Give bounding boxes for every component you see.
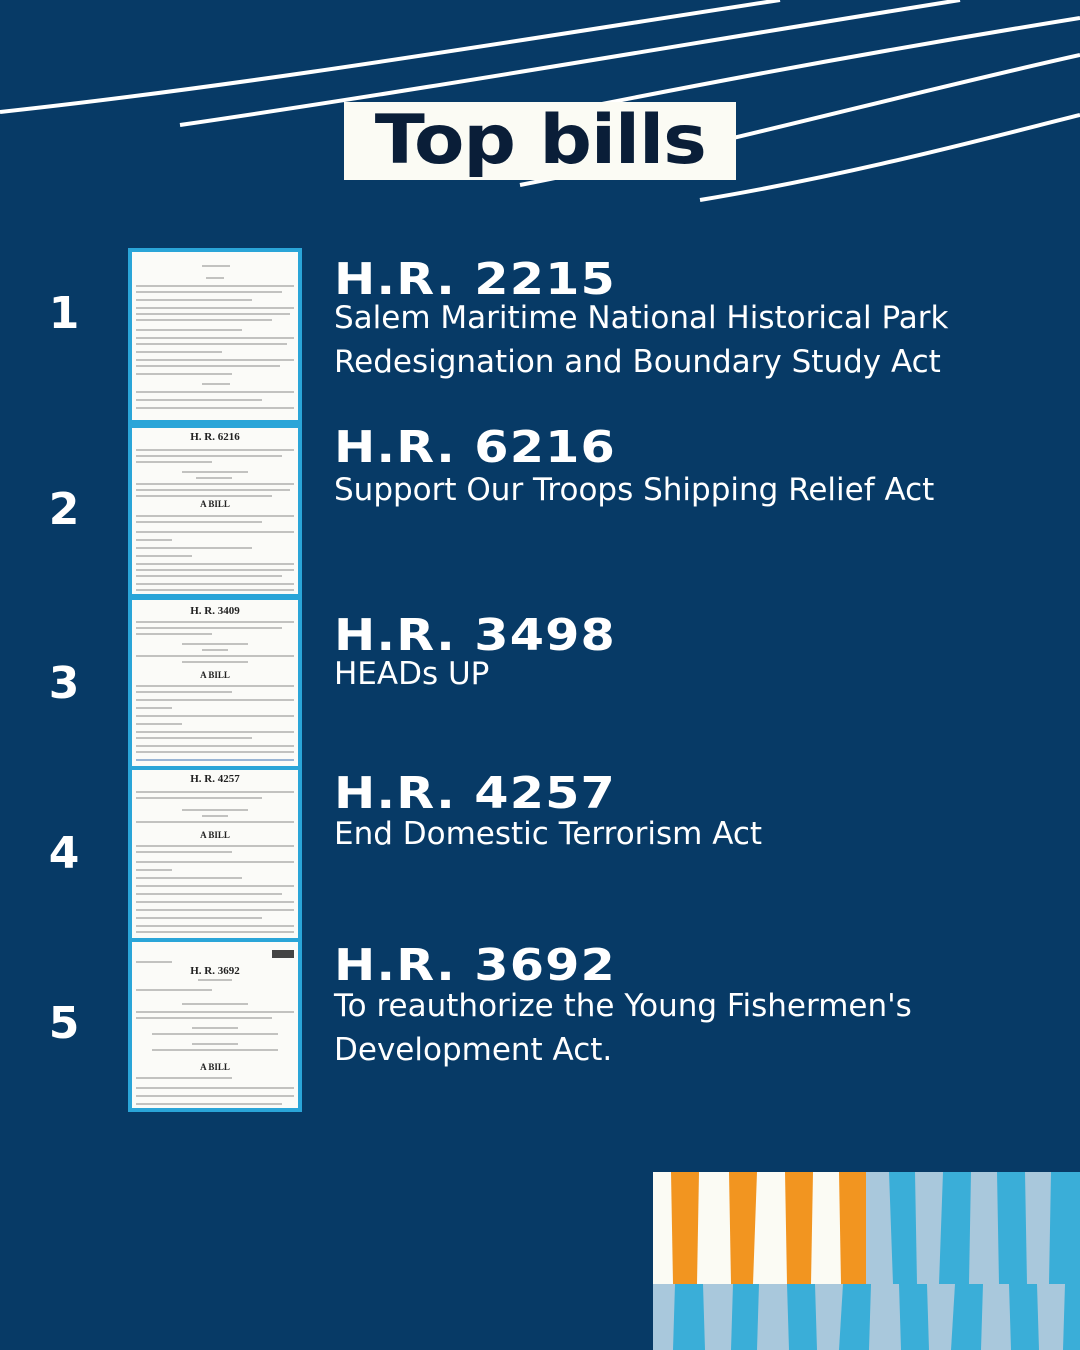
thumbnail-heading: H. R. 3409 (190, 605, 240, 617)
bill-title: To reauthorize the Young Fishermen's Development Act. (334, 988, 912, 1068)
rank-number: 1 (48, 288, 80, 339)
svg-text:A BILL: A BILL (200, 830, 230, 840)
bill-document-thumbnail (128, 938, 302, 1112)
bill-document-thumbnail (128, 248, 302, 424)
bill-title: Support Our Troops Shipping Relief Act (334, 472, 935, 508)
bill-document-thumbnail (128, 766, 302, 942)
bill-title: Salem Maritime National Historical Park Redesignation and Boundary Study Act (334, 300, 949, 380)
svg-text:A BILL: A BILL (200, 499, 230, 509)
bill-number: H.R. 3498 (334, 610, 616, 661)
bill-number: H.R. 6216 (334, 422, 616, 473)
bill-document-thumbnail (128, 424, 302, 598)
bill-number: H.R. 3692 (334, 940, 616, 991)
bill-title: End Domestic Terrorism Act (334, 816, 763, 852)
svg-text:A BILL: A BILL (200, 670, 230, 680)
bill-document-thumbnail (128, 596, 302, 770)
thumbnail-heading: H. R. 6216 (190, 431, 240, 443)
bill-title: HEADs UP (334, 656, 490, 692)
bill-number: H.R. 4257 (334, 768, 616, 819)
bill-number: H.R. 2215 (334, 254, 616, 305)
thumbnail-heading: H. R. 4257 (190, 773, 240, 785)
title-banner (344, 102, 736, 180)
thumbnail-heading: H. R. 3692 (190, 965, 240, 977)
svg-text:A BILL: A BILL (200, 1062, 230, 1072)
page-title: Top bills (374, 101, 706, 180)
rank-number: 3 (48, 658, 80, 709)
decorative-stripes (653, 1172, 1080, 1350)
rank-number: 2 (48, 484, 80, 535)
rank-number: 4 (48, 828, 80, 879)
rank-number: 5 (48, 998, 80, 1049)
